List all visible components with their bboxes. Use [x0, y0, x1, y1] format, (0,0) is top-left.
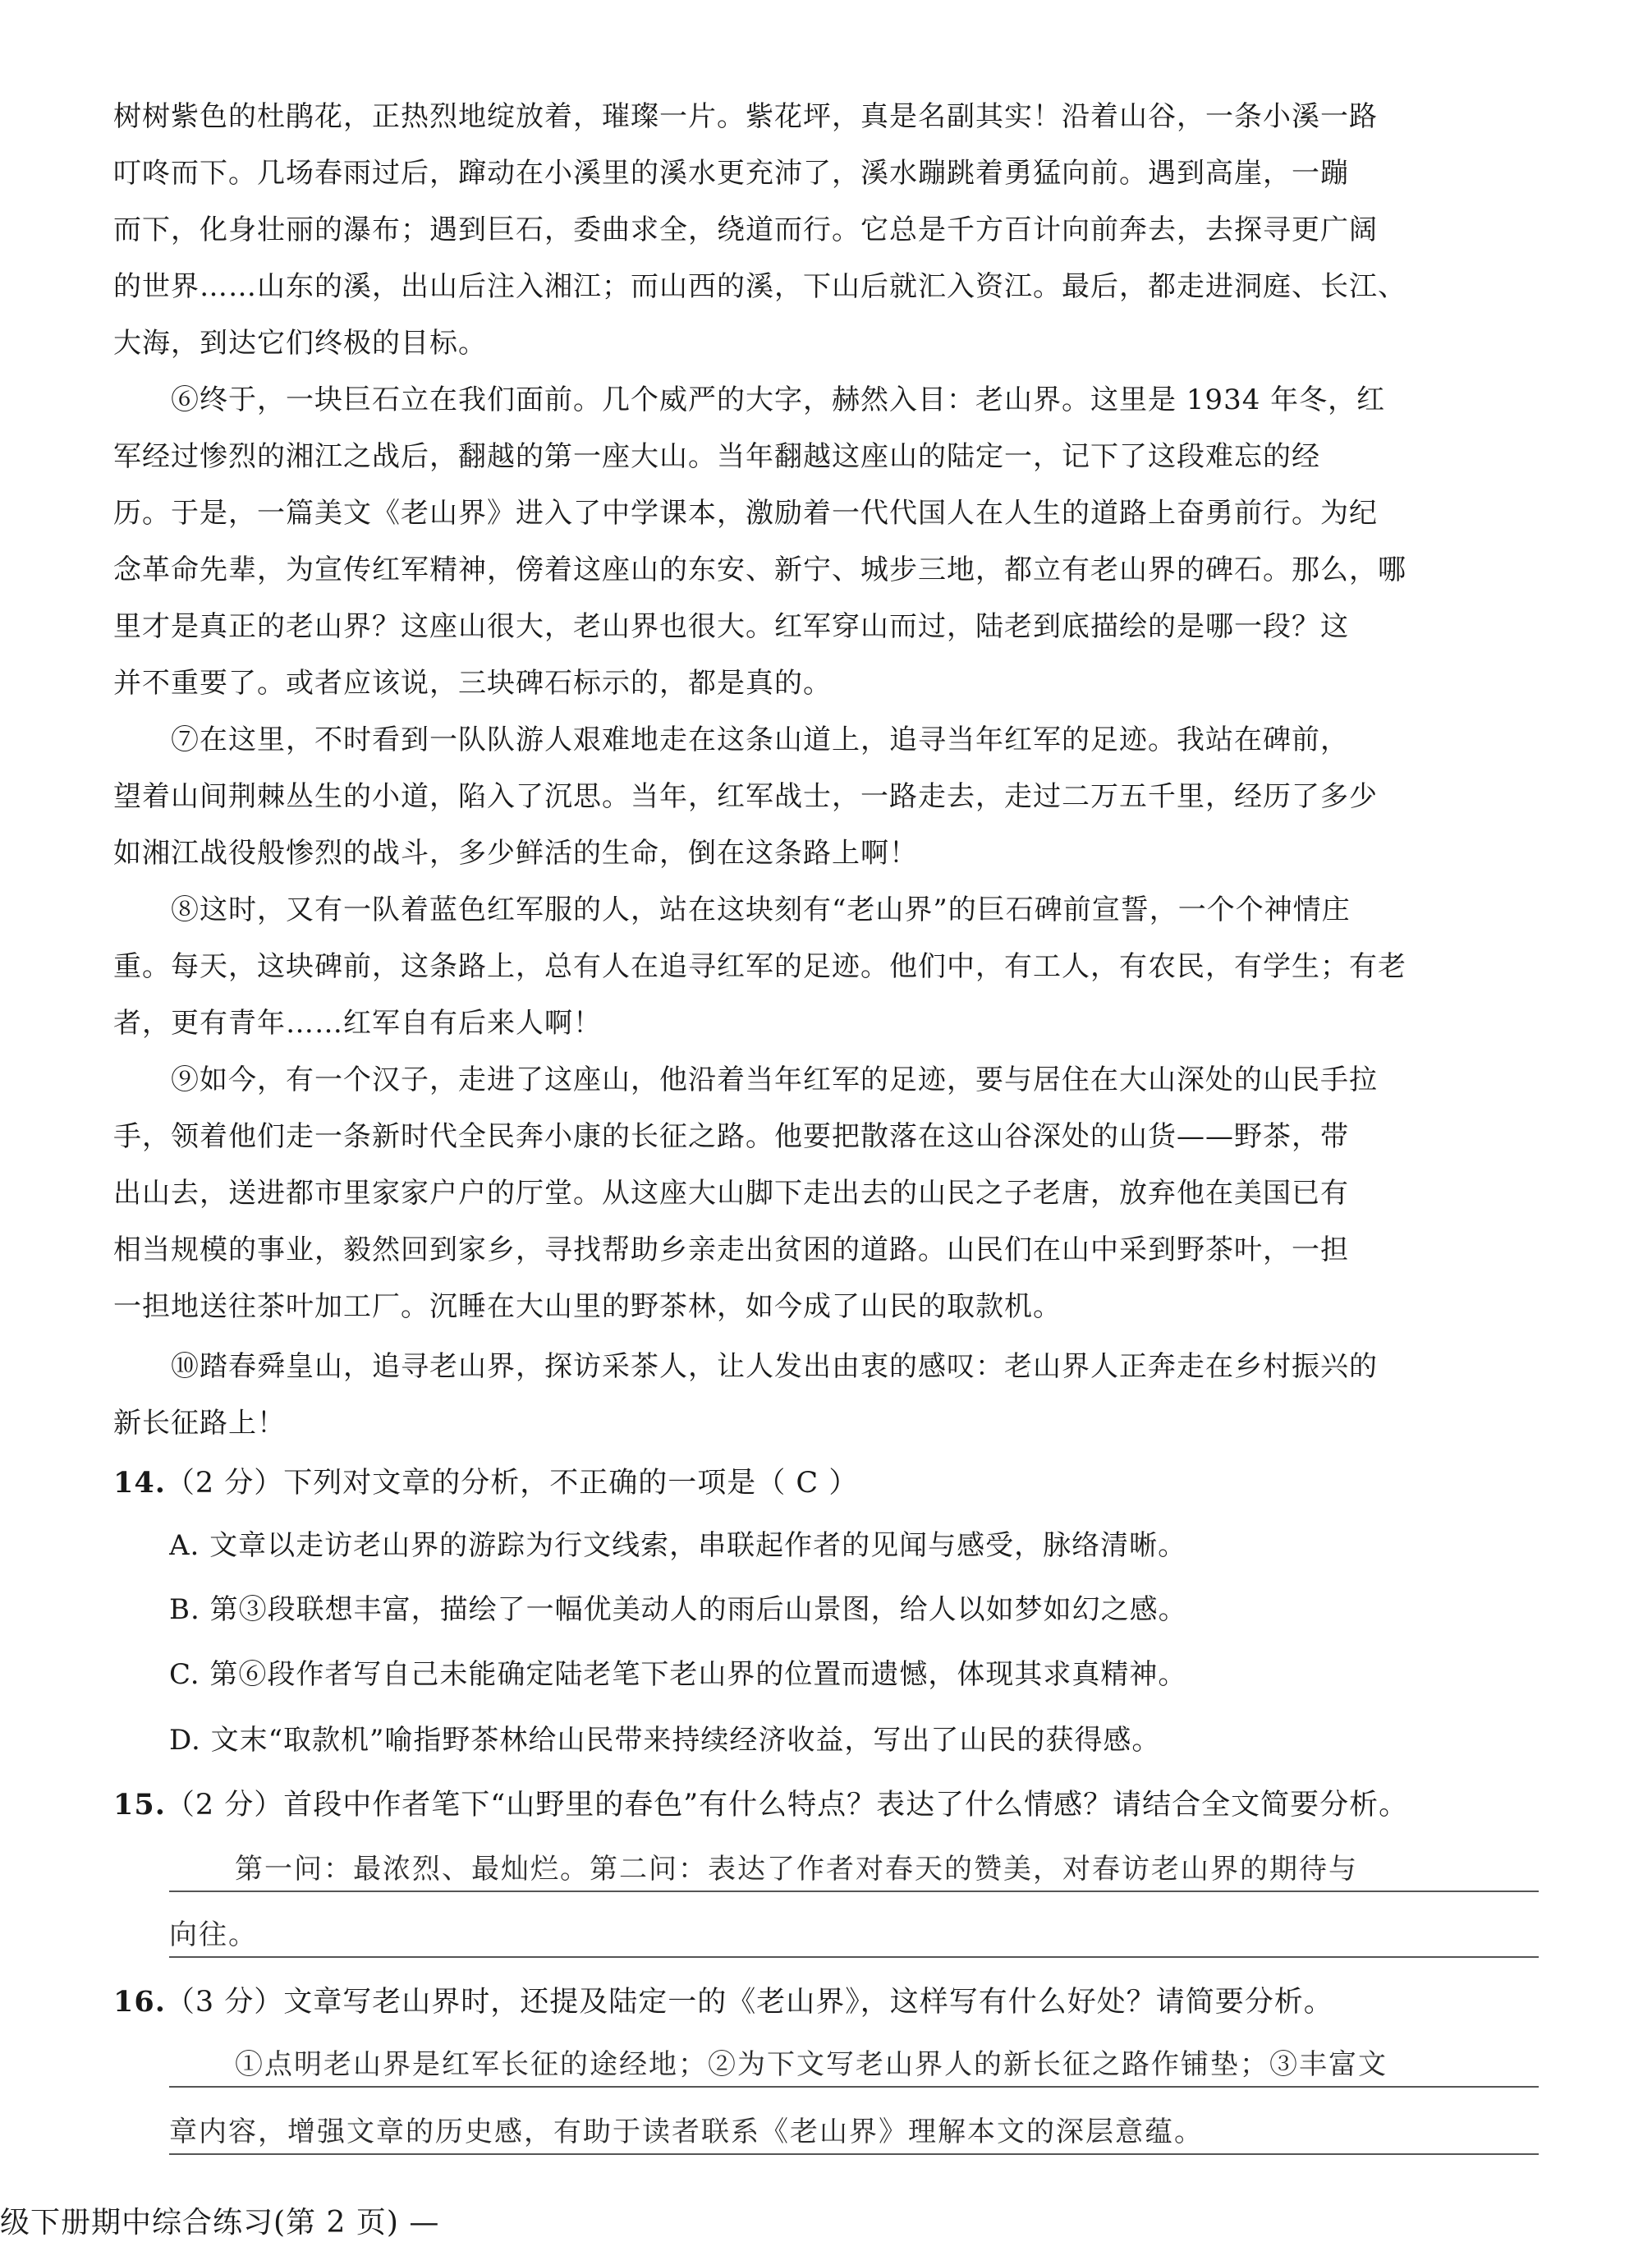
q14-option-a: A. 文章以走访老山界的游踪为行文线索，串联起作者的见闻与感受，脉络清晰。: [169, 1529, 1187, 1562]
p6-line-2: 军经过惨烈的湘江之战后，翻越的第一座大山。当年翻越这座山的陆定一，记下了这段难忘的经: [113, 440, 1320, 473]
p7-line-3: 如湘江战役般惨烈的战斗，多少鲜活的生命，倒在这条路上啊！: [113, 837, 918, 870]
p5-line-4: 的世界……山东的溪，出山后注入湘江；而山西的溪，下山后就汇入资江。最后，都走进洞庭、长江、: [113, 270, 1406, 303]
q14-option-d: D. 文末“取款机”喻指野茶林给山民带来持续经济收益，写出了山民的获得感。: [169, 1724, 1161, 1757]
q16-answer-line-1: ①点明老山界是红军长征的途经地；②为下文写老山界人的新长征之路作铺垫；③丰富文: [169, 2048, 1539, 2088]
p9-line-1: ⑨如今，有一个汉子，走进了这座山，他沿着当年红军的足迹，要与居住在大山深处的山民手拉: [171, 1064, 1378, 1096]
q14-option-b: B. 第③段联想丰富，描绘了一幅优美动人的雨后山景图，给人以如梦如幻之感。: [169, 1593, 1187, 1626]
p6-line-5: 里才是真正的老山界？这座山很大，老山界也很大。红军穿山而过，陆老到底描绘的是哪一段？这: [113, 610, 1349, 643]
p5-line-2: 叮咚而下。几场春雨过后，蹿动在小溪里的溪水更充沛了，溪水蹦跳着勇猛向前。遇到高崖，一蹦: [113, 157, 1349, 190]
p9-line-3: 出山去，送进都市里家家户户的厅堂。从这座大山脚下走出去的山民之子老唐，放弃他在美国已有: [113, 1177, 1349, 1210]
p8-line-1: ⑧这时，又有一队着蓝色红军服的人，站在这块刻有“老山界”的巨石碑前宣誓，一个个神情庄: [171, 894, 1351, 926]
p5-line-5: 大海，到达它们终极的目标。: [113, 327, 487, 360]
p9-line-4: 相当规模的事业，毅然回到家乡，寻找帮助乡亲走出贫困的道路。山民们在山中采到野茶叶，一担: [113, 1234, 1349, 1266]
p6-line-3: 历。于是，一篇美文《老山界》进入了中学课本，激励着一代代国人在人生的道路上奋勇前行。为纪: [113, 497, 1378, 530]
question-15-number: 15.: [113, 1789, 166, 1822]
q15-answer-line-1: 第一问：最浓烈、最灿烂。第二问：表达了作者对春天的赞美，对春访老山界的期待与: [169, 1853, 1539, 1892]
p6-line-1: ⑥终于，一块巨石立在我们面前。几个威严的大字，赫然入目：老山界。这里是 1934 年冬，红: [171, 384, 1386, 416]
p5-line-3: 而下，化身壮丽的瀑布；遇到巨石，委曲求全，绕道而行。它总是千方百计向前奔去，去探寻更广阔: [113, 214, 1378, 246]
p8-line-3: 者，更有青年……红军自有后来人啊！: [113, 1007, 602, 1040]
q14-option-c: C. 第⑥段作者写自己未能确定陆老笔下老山界的位置而遗憾，体现其求真精神。: [169, 1658, 1187, 1691]
p7-line-1: ⑦在这里，不时看到一队队游人艰难地走在这条山道上，追寻当年红军的足迹。我站在碑前，: [171, 724, 1349, 756]
p9-line-2: 手，领着他们走一条新时代全民奔小康的长征之路。他要把散落在这山谷深处的山货——野茶，带: [113, 1120, 1349, 1153]
question-14-text: （2 分）下列对文章的分析，不正确的一项是（ C ）: [165, 1467, 859, 1500]
question-15: [113, 1789, 1542, 1822]
question-15-text: （2 分）首段中作者笔下“山野里的春色”有什么特点？表达了什么情感？请结合全文简要分析。: [165, 1789, 1409, 1822]
q15-answer-line-2: 向往。: [169, 1918, 1539, 1958]
page-footer: 级下册期中综合练习(第 2 页) —: [0, 2206, 440, 2240]
question-16: [113, 1986, 1542, 2019]
question-16-number: 16.: [113, 1986, 166, 2019]
q16-answer-line-2: 章内容，增强文章的历史感，有助于读者联系《老山界》理解本文的深层意蕴。: [169, 2116, 1539, 2155]
question-14: [113, 1467, 1542, 1500]
p9-line-5: 一担地送往茶叶加工厂。沉睡在大山里的野茶林，如今成了山民的取款机。: [113, 1290, 1062, 1323]
p10-line-2: 新长征路上！: [113, 1407, 286, 1440]
p5-line-1: 树树紫色的杜鹃花，正热烈地绽放着，璀璨一片。紫花坪，真是名副其实！沿着山谷，一条小溪一路: [113, 100, 1378, 133]
p7-line-2: 望着山间荆棘丛生的小道，陷入了沉思。当年，红军战士，一路走去，走过二万五千里，经历了多少: [113, 780, 1378, 813]
p6-line-6: 并不重要了。或者应该说，三块碑石标示的，都是真的。: [113, 667, 832, 700]
p10-line-1: ⑩踏春舜皇山，追寻老山界，探访采茶人，让人发出由衷的感叹：老山界人正奔走在乡村振兴的: [171, 1350, 1378, 1383]
p8-line-2: 重。每天，这块碑前，这条路上，总有人在追寻红军的足迹。他们中，有工人，有农民，有学生；有老: [113, 950, 1406, 983]
question-16-text: （3 分）文章写老山界时，还提及陆定一的《老山界》，这样写有什么好处？请简要分析。: [165, 1986, 1333, 2019]
question-14-number: 14.: [113, 1467, 166, 1500]
p6-line-4: 念革命先辈，为宣传红军精神，傍着这座山的东安、新宁、城步三地，都立有老山界的碑石。那么，哪: [113, 554, 1406, 586]
